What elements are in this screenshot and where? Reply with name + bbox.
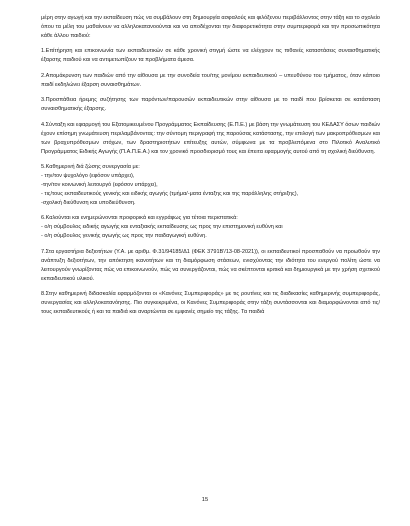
item-5-bullet-teachers: - τις/τους εκπαιδευτικούς γενικής και ειδικής αγωγής (τμήμα/-ματα ένταξης και της παράλληλης στήριξης), <box>41 190 299 197</box>
intro-text: μέρη στην αγωγή και την εκπαίδευση πώς να συμβάλουν στη δημιουργία ασφαλούς και φιλόξενου περιβάλλοντος στην τάξη και το σχολείο όπου τα μέλη του μαθαίνουν να αλληλοκατανοούνται και να αποδέχονται την διαφορετικότητα στην συμπεριφορά και την προσωπικότητα κάθε άλλου παιδιού: <box>41 15 380 39</box>
item-1 <box>41 47 380 65</box>
item-2-line-1: 2.Απομάκρυνση των παιδιών από την αίθουσα με την συνοδεία του/της μονίμου εκπαιδευτικού – υπευθύνου του τμήματος, όταν κάποιο παιδί εκδηλώνει έξαρση συναισθημάτων. <box>41 72 380 88</box>
item-2 <box>41 72 380 90</box>
item-7 <box>41 248 380 284</box>
intro-paragraph <box>41 14 380 41</box>
item-4 <box>41 121 380 157</box>
item-8-line-1: 8.Στην καθημερινή διδασκαλία εφαρμόζονται οι «Κανόνες Συμπεριφοράς» με τις ρουτίνες και τις διαδικασίες καθημερινής συμπεριφοράς, συνεργασίας και αλληλοκατανόησης. Πιο συγκεκριμένα, οι Κανόνες Συμπεριφοράς στην τάξη συντάσσονται και διαμορφώνονται από τις/τους εκπαιδευτικούς ή και τα παιδιά και αναρτώνται σε εμφανές σημείο της τάξης. Τα παιδιά <box>41 291 380 315</box>
item-8 <box>41 290 380 317</box>
item-6-bullet-general-advisor: - ο/η σύμβουλος γενικής αγωγής ως προς την παιδαγωγική ευθύνη. <box>41 233 207 240</box>
item-3 <box>41 96 380 114</box>
item-1-line-1: 1.Επίτήρηση και επικοινωνία των εκπαιδευτικών σε κάθε χρονική στιγμή ώστε να ελέγχουν τις πιθανές καταστάσεις συναισθηματικής έξαρσης παιδιού και να αντιμετωπίζουν τα προβλήματα άμεσα. <box>41 48 380 64</box>
item-5-heading: 5.Καθημερινή διά ζώσης συνεργασία με: <box>41 164 140 171</box>
item-5-bullet-psychologist: - την/τον ψυχολόγο (εφόσον υπάρχει), <box>41 173 135 180</box>
item-6 <box>41 214 380 241</box>
item-3-line-1: 3.Προσπάθεια ήρεμης συζήτησης των παρόντων/παρουσών εκπαιδευτικών στην αίθουσα με το παιδί που βρίσκεται σε κατάσταση συναισθηματικής έξαρσης. <box>41 97 380 113</box>
item-6-bullet-special-advisor: - ο/η σύμβουλος ειδικής αγωγής και ενταξιακής εκπαίδευσης ως προς την επιστημονική ευθύνη και <box>41 224 283 231</box>
item-6-heading: 6.Καλούνται και ενημερώνονται προφορικά και εγγράφως για τέτοια περιστατικά: <box>41 215 238 222</box>
item-5-bullet-social-worker: -την/τον κοινωνική λειτουργό (εφόσον υπάρχει), <box>41 182 158 189</box>
item-5 <box>41 163 380 208</box>
item-5-bullet-direction: -σχολική διεύθυνση και υποδιεύθυνση. <box>41 199 136 206</box>
item-7-line-1: 7.Στα εργαστήρια δεξιοτήτων (Υ.Α. με αριθμ. Φ.31/94185/Δ1 (ΦΕΚ 3791Β'/13-08-2021)), οι εκπαιδευτικοί προσπαθούν να προωθούν την ανάπτυξη δεξιοτήτων, την απόκτηση ικανοτήτων και τη διαμόρφωση στάσεων, ενισχύοντας την ιδιότητα του ενεργού πολίτη ώστε να λειτουργούν γνωρίζοντας πώς να επικοινωνούν, πώς να συνεργάζονται, πώς να σκέπτονται κριτικά και δημιουργικά με την χρήση σχετικού εκπαιδευτικού υλικού. <box>41 248 380 282</box>
item-4-line-1: 4.Σύνταξη και εφαρμογή του Εξατομικευμένου Προγράμματος Εκπαίδευσης (Ε.Π.Ε.) με βάση την γνωμάτευση του ΚΕΔΑΣΥ όσων παιδιών έχουν επίσημη γνωμάτευση περιλαμβάνοντας: την σύντομη περιγραφή της παρούσας κατάστασης, την επιλογή των μακροπρόθεσμων και των βραχυπρόθεσμων στόχων, των δραστηριοτήτων επίτευξης αυτών, σύμφωνα με τα προβλεπόμενα στο Πιλοτικό Αναλυτικό Προγράμματος Ειδικής Αγωγής (Π.Α.Π.Ε.Α.) και τον χρονικό προσδιορισμό τους και έπειτα εφαρμογής αυτού από τη σχολική διεύθυνση. <box>41 121 380 155</box>
page-number: 15 <box>201 497 209 503</box>
